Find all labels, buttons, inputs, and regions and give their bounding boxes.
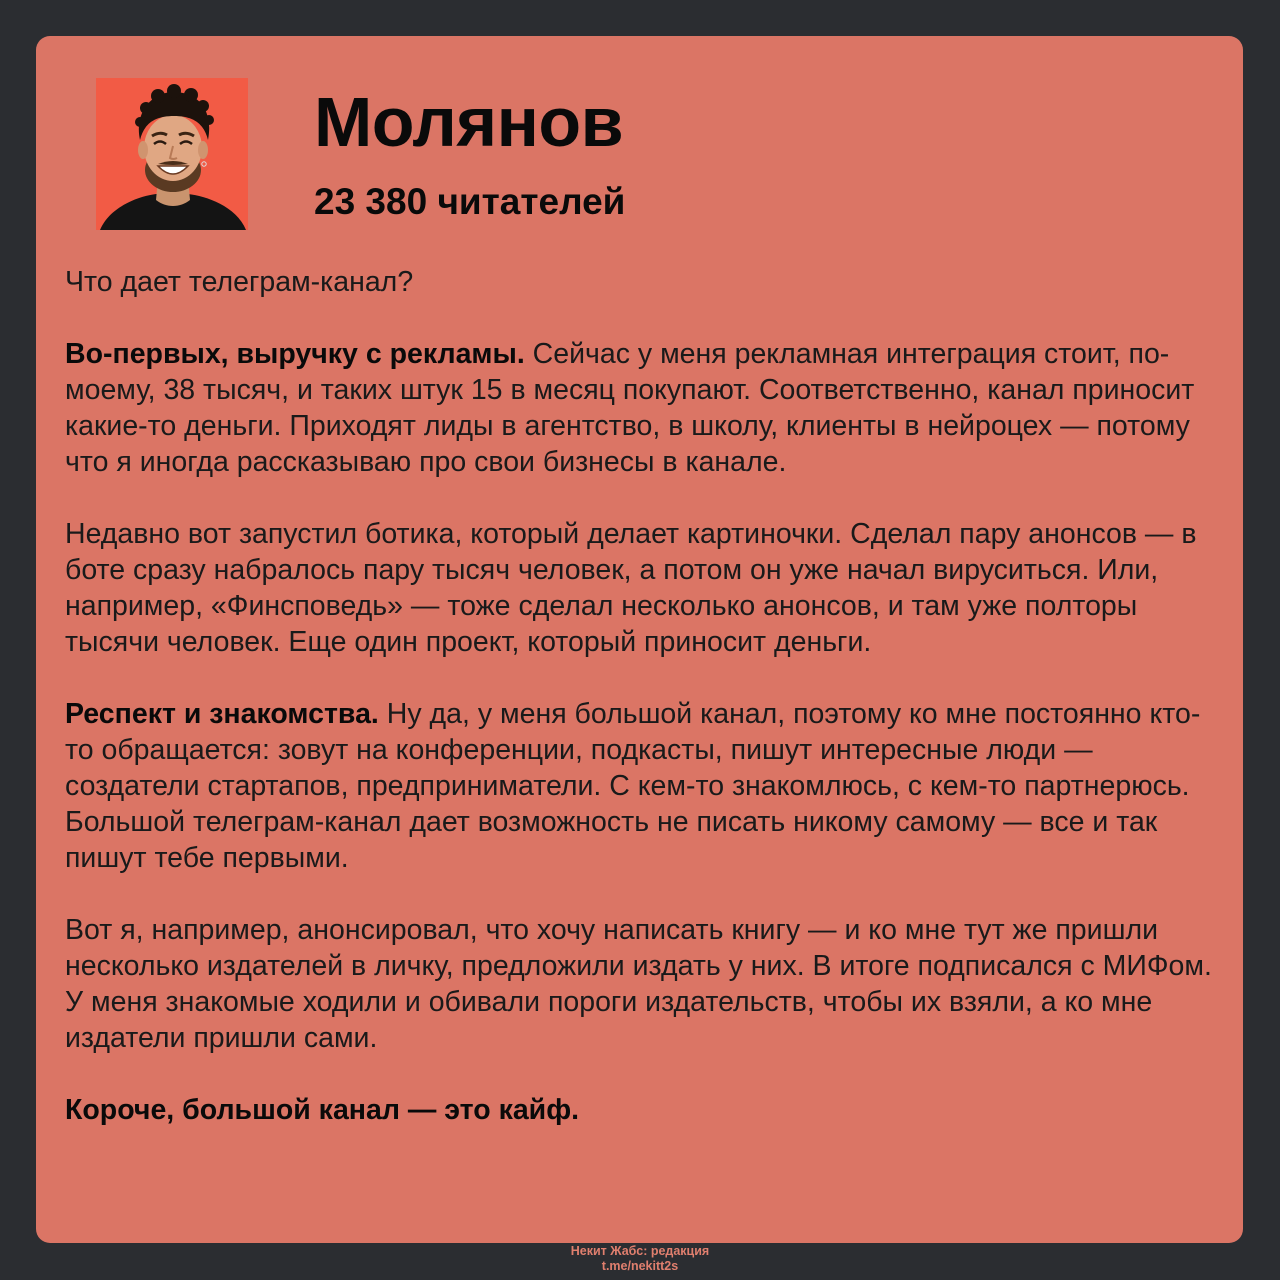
paragraph-1-text: Сейчас у меня рекламная интеграция стоит, по-моему, 38 тысяч, и таких штук 15 в месяц покупают. Соответственно, канал приносит какие-то деньги. Приходят лиды в агентство, в школу, клиенты в нейроцех — потому что я иногда рассказываю про свои бизнесы в канале. (65, 338, 1195, 478)
credit-link[interactable]: t.me/nekitt2s (601, 1259, 679, 1273)
author-avatar (96, 78, 248, 230)
paragraph-3-text: Ну да, у меня большой канал, поэтому ко мне постоянно кто-то обращается: зовут на конференции, подкасты, пишут интересные люди — создатели стартапов, предприниматели. С кем-то знакомлюсь, с кем-то партнерюсь. Большой телеграм-канал дает возможность не писать никому самому — все и так пишут тебе первыми. (65, 698, 1201, 874)
post-paragraph-3 (65, 696, 1225, 876)
post-paragraph-1 (65, 336, 1225, 480)
post-intro: Что дает телеграм-канал? (65, 266, 414, 298)
conclusion-text: Короче, большой канал — это кайф. (65, 1094, 580, 1126)
post-paragraph-2: Недавно вот запустил ботика, который делает картиночки. Сделал пару анонсов — в боте сразу набралось пару тысяч человек, а потом он уже начал вируситься. Или, например, «Финсповедь» — тоже сделал несколько анонсов, и там уже полторы тысячи человек. Еще один проект, который приносит деньги. (65, 518, 1197, 658)
subscriber-count: 23 380 читателей (314, 181, 626, 222)
post-card (36, 36, 1243, 1243)
credit-footer (0, 1244, 1280, 1274)
paragraph-1-heading: Во-первых, выручку с рекламы. (65, 338, 525, 370)
author-photo-icon (96, 78, 248, 230)
post-paragraph-4: Вот я, например, анонсировал, что хочу написать книгу — и ко мне тут же пришли несколько издателей в личку, предложили издать у них. В итоге подписался с МИФом. У меня знакомые ходили и обивали пороги издательств, чтобы их взяли, а ко мне издатели пришли сами. (65, 914, 1212, 1054)
author-name: Молянов (314, 83, 624, 161)
post-conclusion (65, 1092, 1225, 1128)
post-body (65, 264, 1225, 1128)
credit-editorial: Некит Жабс: редакция (570, 1244, 710, 1258)
paragraph-3-heading: Респект и знакомства. (65, 698, 379, 730)
